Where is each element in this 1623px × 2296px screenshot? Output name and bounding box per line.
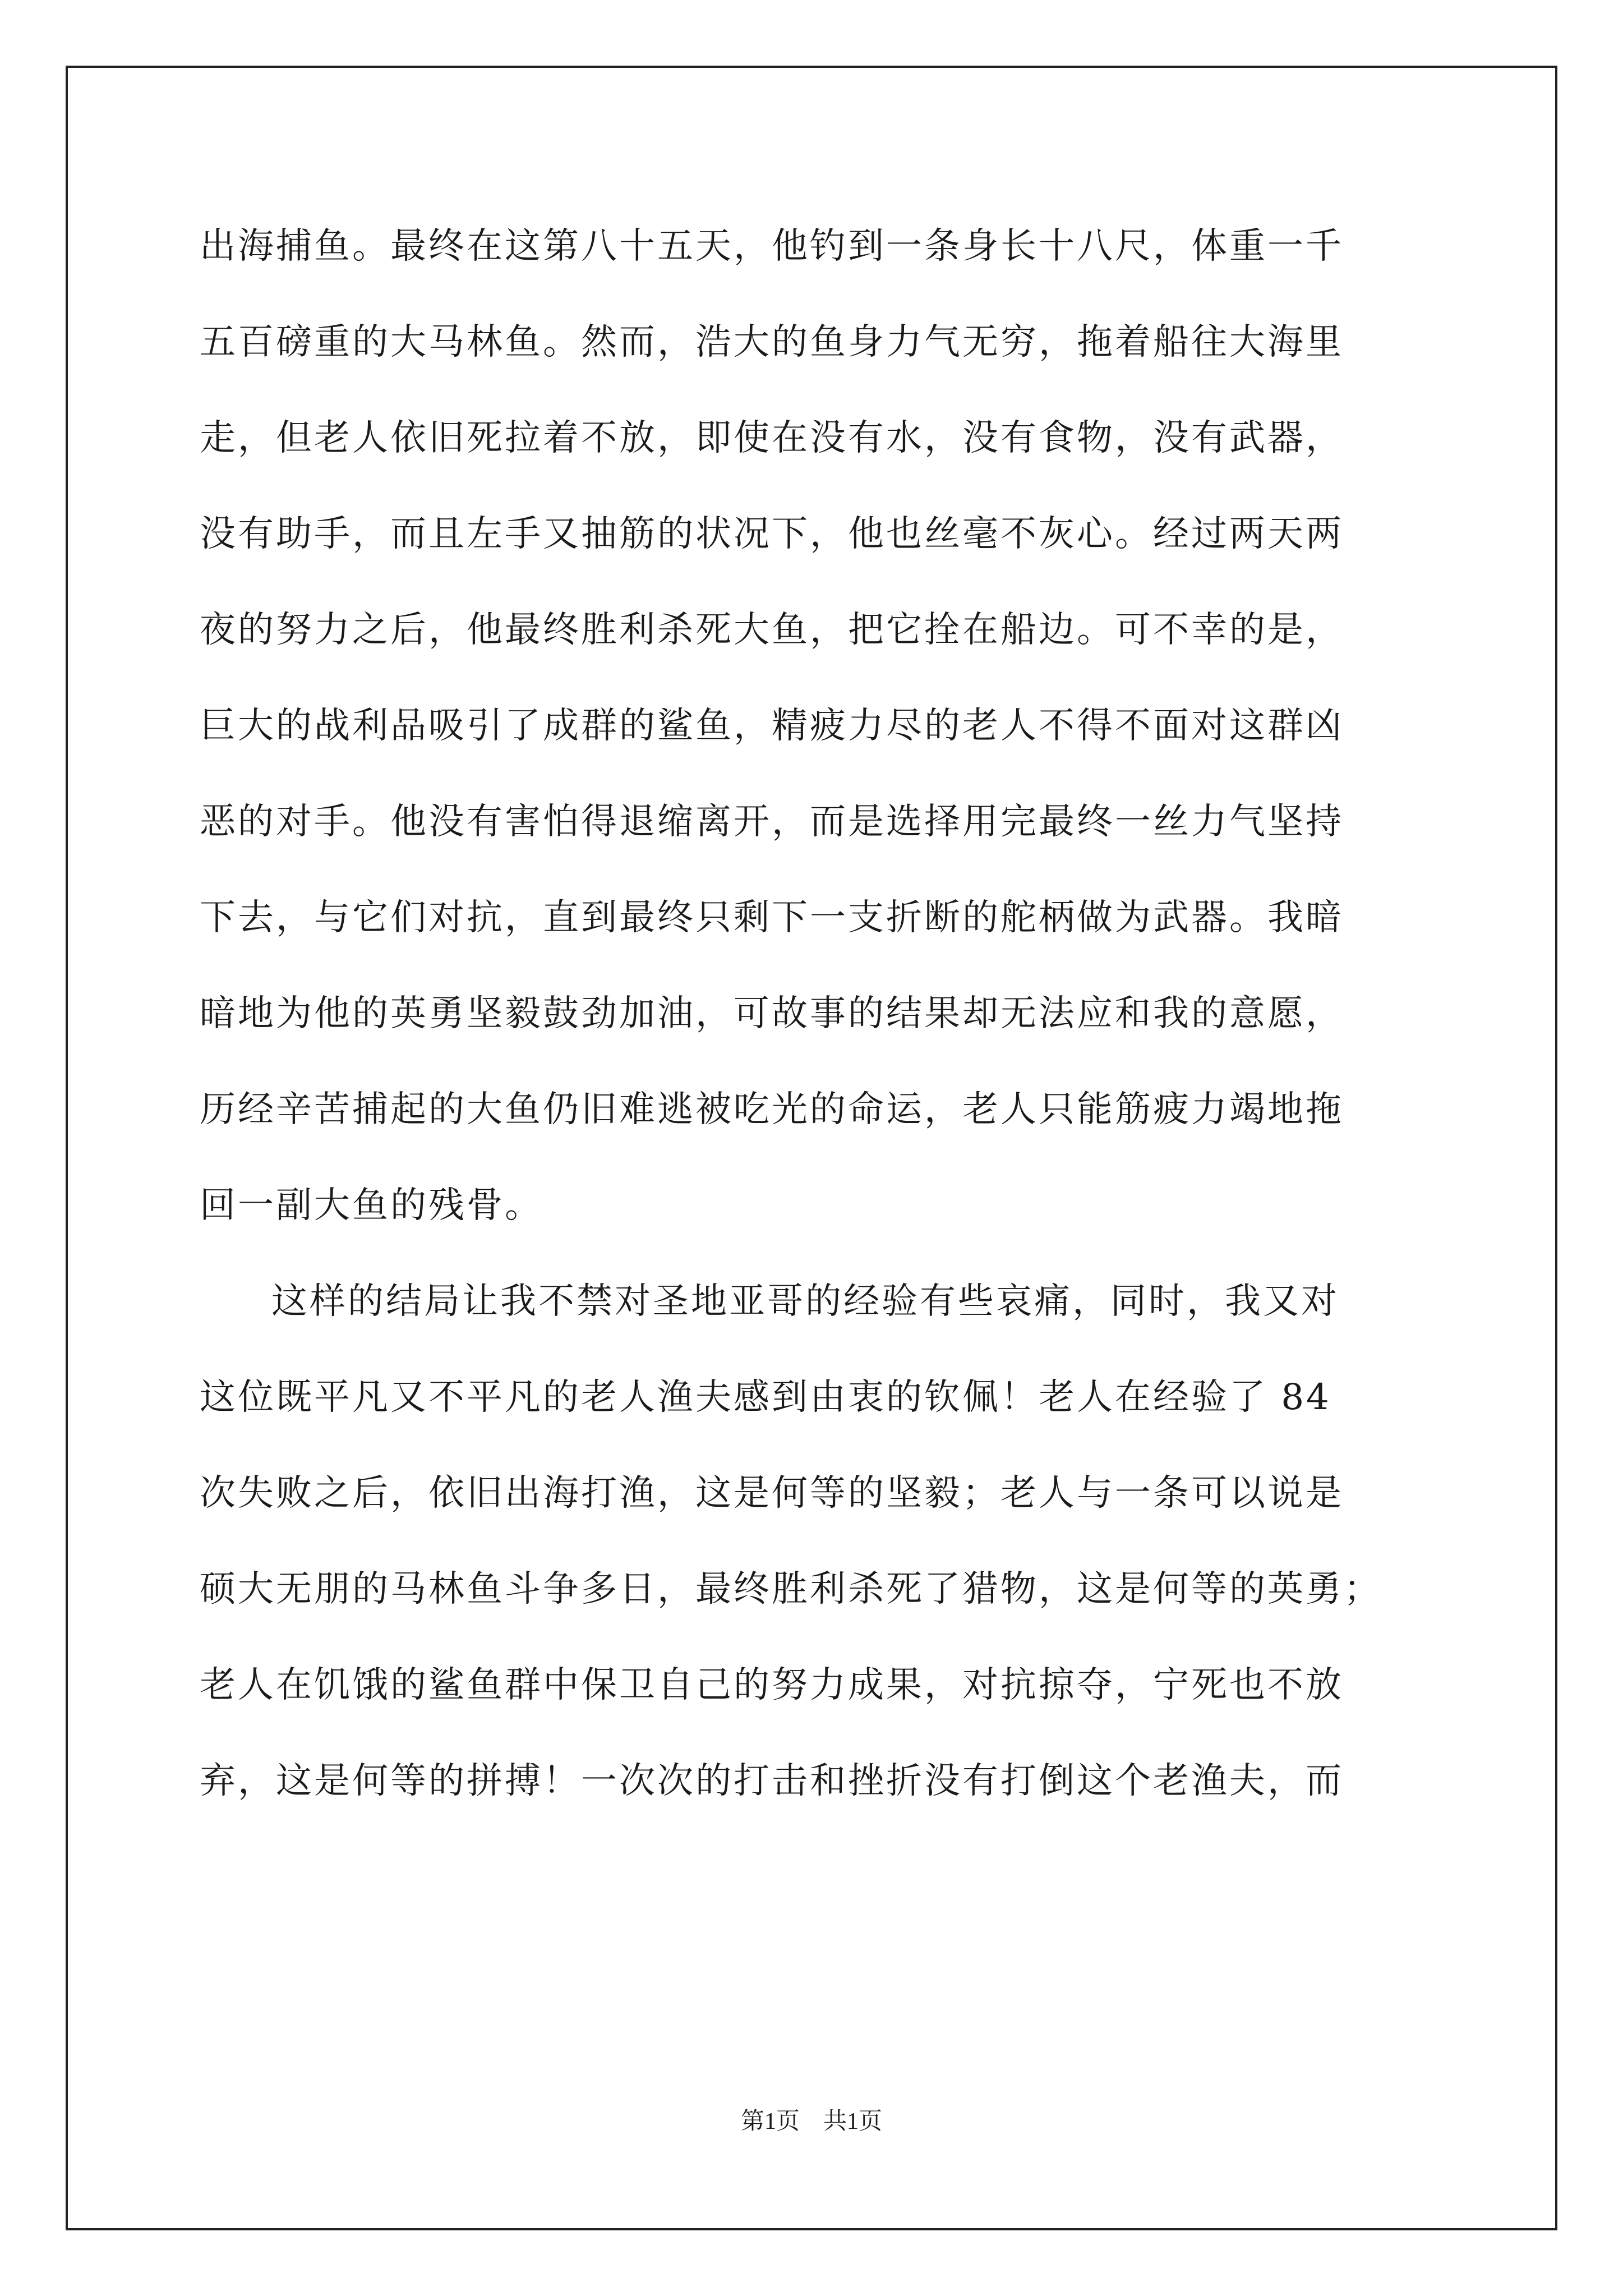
text-line: 走，但老人依旧死拉着不放，即使在没有水，没有食物，没有武器， bbox=[200, 417, 1344, 459]
text-line: 出海捕鱼。最终在这第八十五天，他钓到一条身长十八尺，体重一千 bbox=[200, 226, 1344, 267]
text-line: 弃，这是何等的拼搏！一次次的打击和挫折没有打倒这个老渔夫，而 bbox=[200, 1760, 1344, 1802]
text-line: 没有助手，而且左手又抽筋的状况下，他也丝毫不灰心。经过两天两 bbox=[200, 513, 1344, 555]
text-line: 巨大的战利品吸引了成群的鲨鱼，精疲力尽的老人不得不面对这群凶 bbox=[200, 705, 1344, 747]
text-line: 夜的努力之后，他最终胜利杀死大鱼，把它拴在船边。可不幸的是， bbox=[200, 609, 1344, 651]
text-line: 历经辛苦捕起的大鱼仍旧难逃被吃光的命运，老人只能筋疲力竭地拖 bbox=[200, 1089, 1344, 1130]
document-body bbox=[200, 220, 1459, 1851]
text-line: 暗地为他的英勇坚毅鼓劲加油，可故事的结果却无法应和我的意愿， bbox=[200, 993, 1344, 1034]
paragraph-start-line: 这样的结局让我不禁对圣地亚哥的经验有些哀痛，同时，我又对 bbox=[271, 1281, 1339, 1322]
text-line: 下去，与它们对抗，直到最终只剩下一支折断的舵柄做为武器。我暗 bbox=[200, 897, 1344, 938]
text-line: 这位既平凡又不平凡的老人渔夫感到由衷的钦佩！老人在经验了 84 bbox=[200, 1377, 1331, 1418]
text-line: 次失败之后，依旧出海打渔，这是何等的坚毅；老人与一条可以说是 bbox=[200, 1473, 1344, 1514]
text-line: 恶的对手。他没有害怕得退缩离开，而是选择用完最终一丝力气坚持 bbox=[200, 801, 1344, 843]
text-line: 五百磅重的大马林鱼。然而，浩大的鱼身力气无穷，拖着船往大海里 bbox=[200, 321, 1344, 363]
text-line: 回一副大鱼的残骨。 bbox=[200, 1185, 543, 1226]
page-number-footer: 第1页 共1页 bbox=[740, 2109, 882, 2134]
text-line: 硕大无朋的马林鱼斗争多日，最终胜利杀死了猎物，这是何等的英勇； bbox=[200, 1568, 1382, 1610]
text-line: 老人在饥饿的鲨鱼群中保卫自己的努力成果，对抗掠夺，宁死也不放 bbox=[200, 1664, 1344, 1706]
